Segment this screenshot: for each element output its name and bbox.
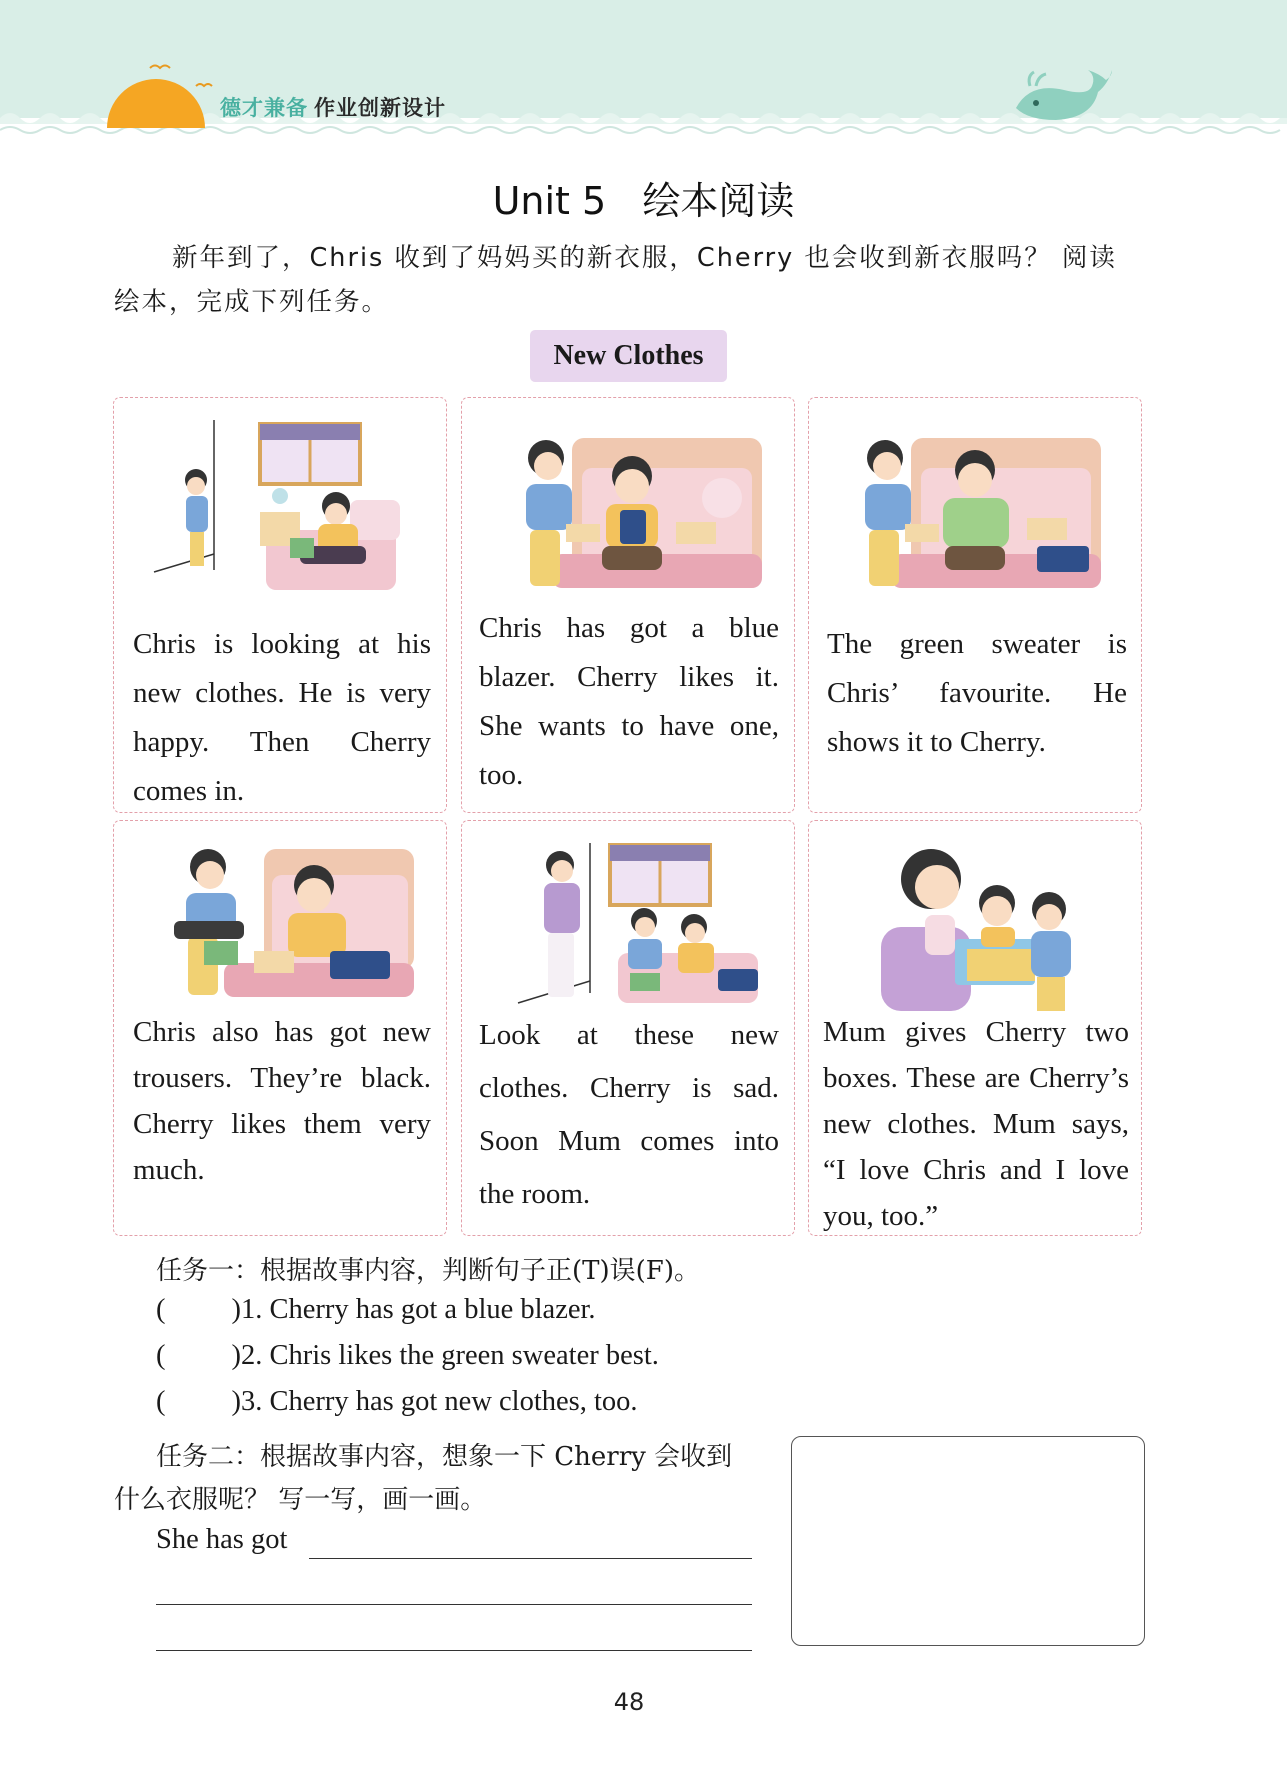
bedroom-scene-illustration: [150, 420, 410, 600]
intro-text: 新年到了，Chris 收到了妈妈买的新衣服，Cherry 也会收到新衣服吗？ 阅读绘本，完成下列任务。: [114, 243, 1117, 317]
tf-question-1: [156, 1294, 596, 1326]
writing-line-2[interactable]: [156, 1604, 752, 1605]
task2-instruction-line2: 什么衣服呢？ 写一写，画一画。: [114, 1485, 487, 1515]
green-sweater-illustration: [851, 428, 1101, 598]
answer-blank-open: (: [156, 1294, 166, 1325]
mum-gift-illustration: [871, 843, 1101, 1013]
page-number: 48: [613, 1688, 645, 1716]
tf-question-2: [156, 1340, 659, 1372]
question-text: )2. Chris likes the green sweater best.: [231, 1340, 659, 1371]
panel-caption: Mum gives Cherry two boxes. These are Cherry’s new clothes. Mum says, “I love Chris and I love you, too.”: [823, 1016, 1129, 1232]
question-text: )3. Cherry has got new clothes, too.: [231, 1386, 638, 1417]
panel-caption: Chris has got a blue blazer. Cherry likes it. She wants to have one, too.: [479, 612, 779, 791]
drawing-box[interactable]: [791, 1436, 1145, 1646]
story-panel-2: [461, 397, 795, 813]
page-title: Unit 5 绘本阅读: [492, 179, 795, 223]
blue-blazer-illustration: [512, 428, 762, 598]
task2-instruction-line1: 任务二：根据故事内容，想象一下 Cherry 会收到: [156, 1442, 733, 1472]
brand-green-text: 德才兼备: [220, 96, 308, 120]
question-text: )1. Cherry has got a blue blazer.: [231, 1294, 596, 1325]
answer-blank-open: (: [156, 1340, 166, 1371]
story-panel-3: [808, 397, 1142, 813]
black-trousers-illustration: [164, 841, 414, 1001]
task1-instruction: 任务一：根据故事内容，判断句子正(T)误(F)。: [156, 1256, 700, 1286]
story-panel-5: [461, 820, 795, 1236]
brand-dark-text: 作业创新设计: [314, 96, 446, 120]
answer-blank-open: (: [156, 1386, 166, 1417]
tf-question-3: [156, 1386, 638, 1418]
panel-caption: The green sweater is Chris’ favourite. He shows it to Cherry.: [827, 628, 1127, 758]
mum-enters-illustration: [514, 843, 764, 1013]
panel-caption: Chris also has got new trousers. They’re black. Cherry likes them very much.: [133, 1016, 431, 1186]
panel-caption: Look at these new clothes. Cherry is sad. Soon Mum comes into the room.: [479, 1019, 779, 1210]
page-number-badge: [596, 1670, 662, 1736]
panel-caption: Chris is looking at his new clothes. He is very happy. Then Cherry comes in.: [133, 628, 431, 807]
brand-header: [220, 92, 446, 122]
story-panel-6: [808, 820, 1142, 1236]
story-title: New Clothes: [530, 330, 727, 382]
writing-line-1[interactable]: [309, 1558, 752, 1559]
header-banner: [0, 0, 1287, 140]
writing-prompt: She has got: [156, 1524, 288, 1555]
story-panel-1: [113, 397, 447, 813]
story-panel-4: [113, 820, 447, 1236]
writing-line-3[interactable]: [156, 1650, 752, 1651]
